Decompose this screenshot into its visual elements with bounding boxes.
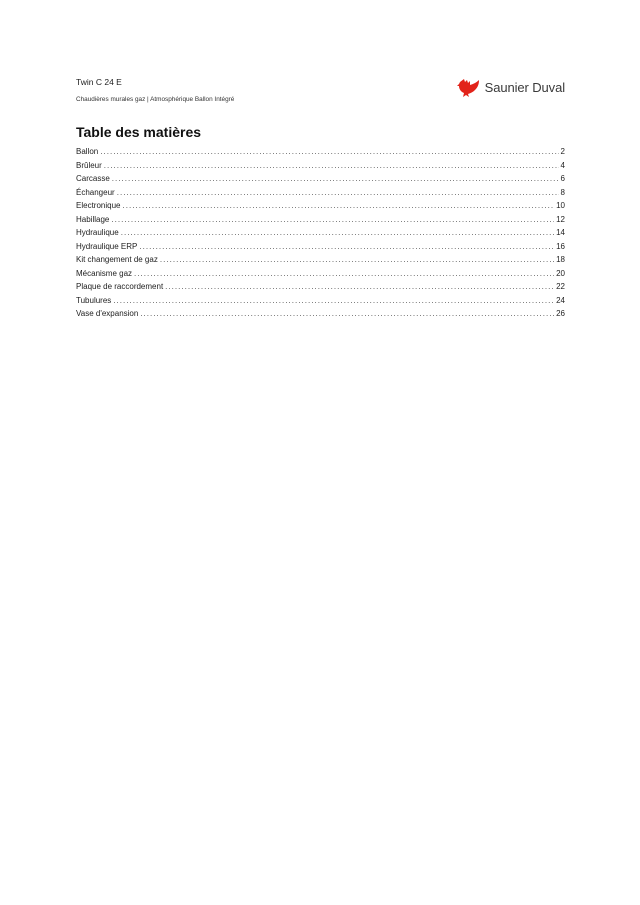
toc-title: Table des matières (76, 124, 202, 140)
toc-entry-page: 16 (556, 241, 565, 251)
toc-entry-label: Plaque de raccordement (76, 282, 164, 291)
toc-entry-label: Carcasse (76, 174, 110, 183)
brand-name: Saunier Duval (484, 80, 565, 95)
toc-list (76, 145, 565, 321)
toc-entry-page: 10 (556, 201, 565, 210)
page-header (76, 77, 565, 117)
toc-entry[interactable] (76, 199, 565, 213)
toc-entry-label: Kit changement de gaz (76, 255, 158, 264)
dot-leader (140, 307, 554, 321)
toc-entry-page: 2 (560, 147, 565, 156)
toc-entry-page: 14 (556, 228, 565, 237)
dot-leader (160, 253, 554, 267)
toc-entry[interactable] (76, 172, 565, 186)
toc-entry-label: Ballon (76, 147, 99, 156)
dot-leader (122, 199, 554, 213)
dot-leader (117, 186, 559, 200)
toc-entry-label: Brûleur (76, 160, 102, 170)
toc-entry[interactable] (76, 294, 565, 308)
product-name: Twin C 24 E (76, 77, 122, 87)
dot-leader (113, 294, 554, 308)
dot-leader (111, 213, 554, 227)
toc-entry-page: 22 (556, 282, 565, 291)
toc-entry[interactable] (76, 280, 565, 294)
toc-entry[interactable] (76, 145, 565, 159)
toc-entry-page: 6 (560, 174, 565, 183)
brand-logo (457, 77, 565, 99)
toc-entry-page: 8 (560, 187, 565, 197)
product-description: Chaudières murales gaz | Atmosphérique Ballon Intégré (76, 96, 235, 103)
toc-entry-label: Tubulures (76, 295, 112, 305)
toc-entry-label: Hydraulique ERP (76, 241, 138, 251)
toc-entry-page: 4 (560, 160, 565, 170)
toc-entry-page: 18 (556, 255, 565, 264)
dot-leader (165, 280, 554, 294)
toc-entry-label: Vase d'expansion (76, 309, 139, 318)
toc-entry-label: Electronique (76, 201, 121, 210)
dot-leader (121, 226, 554, 240)
toc-entry-label: Échangeur (76, 187, 115, 197)
dot-leader (104, 159, 559, 173)
toc-entry-page: 12 (556, 214, 565, 224)
toc-entry[interactable] (76, 213, 565, 227)
toc-entry-label: Mécanisme gaz (76, 268, 133, 278)
toc-entry[interactable] (76, 240, 565, 254)
toc-entry[interactable] (76, 253, 565, 267)
dot-leader (134, 267, 554, 281)
dot-leader (100, 145, 558, 159)
toc-entry-page: 24 (556, 295, 565, 305)
toc-entry[interactable] (76, 307, 565, 321)
toc-entry[interactable] (76, 186, 565, 200)
dot-leader (112, 172, 559, 186)
table-of-contents (76, 123, 565, 321)
toc-entry[interactable] (76, 226, 565, 240)
toc-entry[interactable] (76, 267, 565, 281)
toc-entry-page: 26 (556, 309, 565, 318)
dot-leader (139, 240, 554, 254)
toc-entry-label: Habillage (76, 214, 110, 224)
toc-entry-page: 20 (556, 268, 565, 278)
toc-entry-label: Hydraulique (76, 228, 119, 237)
rooster-icon (457, 78, 481, 98)
toc-entry[interactable] (76, 159, 565, 173)
